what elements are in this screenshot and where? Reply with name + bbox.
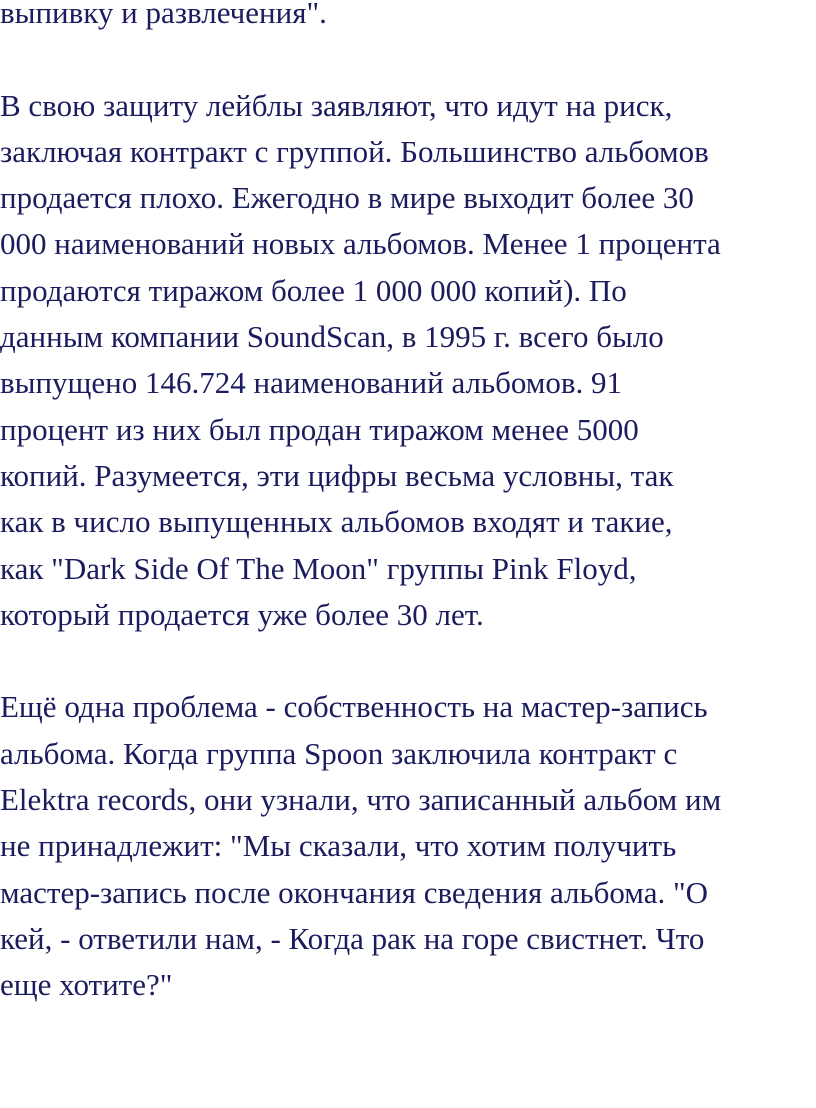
text-line: альбома. Когда группа Spoon заключила контракт с	[0, 735, 678, 771]
text-line: заключая контракт с группой. Большинство альбомов	[0, 133, 709, 169]
text-line: мастер-запись после окончания сведения альбома. "О	[0, 874, 709, 910]
text-line: выпущено 146.724 наименований альбомов. 91	[0, 365, 623, 401]
text-line: выпивку и развлечения".	[0, 0, 327, 30]
text-line: продаются тиражом более 1 000 000 копий). По	[0, 272, 627, 308]
paragraph-3	[0, 684, 816, 1008]
paragraph-gap	[0, 638, 816, 684]
text-line: Elektra records, они узнали, что записанный альбом им	[0, 782, 722, 818]
text-line: как "Dark Side Of The Moon" группы Pink Floyd,	[0, 550, 637, 586]
text-line: который продается уже более 30 лет.	[0, 596, 484, 632]
text-line: Ещё одна проблема - собственность на мастер-запись	[0, 689, 708, 725]
paragraph-1	[0, 0, 816, 36]
text-line: еще хотите?"	[0, 967, 173, 1003]
text-line: копий. Разумеется, эти цифры весьма условны, так	[0, 457, 674, 493]
text-line: 000 наименований новых альбомов. Менее 1 процента	[0, 226, 721, 262]
text-line: В свою защиту лейблы заявляют, что идут на риск,	[0, 87, 673, 123]
paragraph-gap	[0, 36, 816, 82]
text-line: процент из них был продан тиражом менее 5000	[0, 411, 639, 447]
text-line: как в число выпущенных альбомов входят и такие,	[0, 504, 673, 540]
paragraph-2	[0, 83, 816, 639]
text-line: кей, - ответили нам, - Когда рак на горе свистнет. Что	[0, 920, 705, 956]
text-line: продается плохо. Ежегодно в мире выходит более 30	[0, 180, 694, 216]
text-line: не принадлежит: "Мы сказали, что хотим получить	[0, 828, 677, 864]
text-line: данным компании SoundScan, в 1995 г. всего было	[0, 319, 664, 355]
